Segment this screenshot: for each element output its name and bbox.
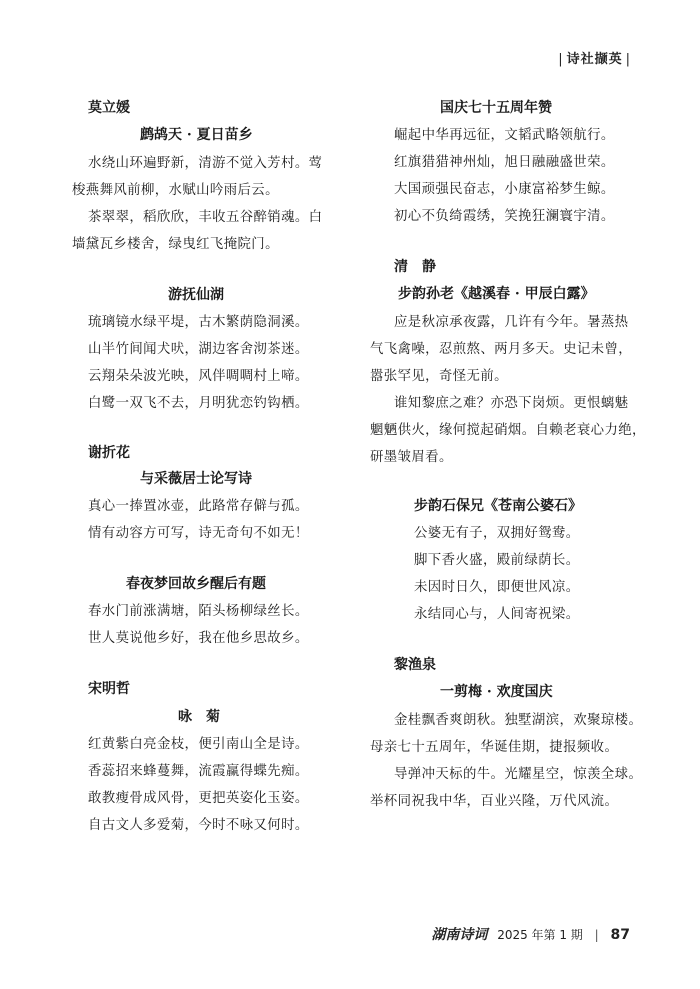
poem-line: 脚下香火盛，殿前绿荫长。 [414, 553, 580, 568]
poem-line: 自古文人多爱菊，今时不咏又何时。 [88, 818, 309, 833]
poem-line: 导弹冲天标的牛。光耀星空，惊羡全球。 [394, 767, 643, 782]
issue-label: 2025 年第 1 期 [497, 928, 583, 942]
poem-line: 琉璃镜水绿平堤，古木繁荫隐洞溪。 [88, 315, 309, 330]
section-title: 诗社撷英 [566, 52, 623, 67]
poem-line: 永结同心与，人间寄祝梁。 [414, 607, 580, 622]
poem-line: 大国顽强民奋志，小康富裕梦生鲸。 [394, 182, 615, 197]
poem-line: 梭燕舞风前柳，水赋山吟雨后云。 [72, 183, 279, 198]
poem-title: 春夜梦回故乡醒后有题 [126, 576, 266, 592]
page-footer: 湖南诗词 2025 年第 1 期 | 87 [431, 927, 630, 943]
poem-line: 情有动容方可写，诗无奇句不如无！ [88, 526, 309, 541]
author-name: 谢折花 [88, 445, 130, 461]
poem-line: 茶翠翠，稻欣欣，丰收五谷醉销魂。白 [88, 210, 323, 225]
poem-title: 鹧鸪天 · 夏日苗乡 [140, 127, 253, 143]
poem-line: 未因时日久，即便世风凉。 [414, 580, 580, 595]
poem-line: 气飞禽噪，忍煎熬、两月多天。史记未曾， [370, 342, 633, 357]
poem-line: 敢教瘦骨成风骨，更把英姿化玉姿。 [88, 791, 309, 806]
poem-title: 一剪梅 · 欢度国庆 [440, 684, 553, 700]
poem-title: 国庆七十五周年赞 [440, 100, 552, 116]
poem-title: 咏 菊 [178, 709, 220, 725]
poem-line: 红黄紫白亮金枝，便引南山全是诗。 [88, 737, 309, 752]
poem-title: 游抚仙湖 [168, 287, 224, 303]
magazine-logo: 湖南诗词 [431, 927, 488, 943]
poem-line: 谁知黎庶之难？亦恐下岗烦。更恨螭魅 [394, 396, 629, 411]
poem-line: 水绕山环遍野新，清游不觉入芳村。莺 [88, 156, 323, 171]
poem-line: 魍魉供火，缘何搅起硝烟。自赖老衰心力绝， [370, 423, 646, 438]
poem-line: 香蕊招来蜂蔓舞，流霞赢得蝶先痴。 [88, 764, 309, 779]
poem-line: 母亲七十五周年，华诞佳期，捷报频收。 [370, 740, 619, 755]
poem-title: 步韵石保兄《苍南公婆石》 [414, 498, 582, 514]
poem-line: 红旗猎猎神州灿，旭日融融盛世荣。 [394, 155, 615, 170]
poem-line: 真心一捧置冰壶，此路常存僻与孤。 [88, 499, 309, 514]
poem-line: 初心不负绮霞绣，笑挽狂澜寰宇清。 [394, 209, 615, 224]
poem-line: 公婆无有子，双拥好鸳鸯。 [414, 526, 580, 541]
poem-line: 金桂飘香爽朗秋。独墅湖滨，欢聚琼楼。 [394, 713, 643, 728]
author-name: 莫立媛 [88, 100, 130, 116]
poem-line: 崛起中华再远征，文韬武略领航行。 [394, 128, 615, 143]
poem-title: 步韵孙老《越溪春 · 甲辰白露》 [398, 286, 595, 302]
poem-line: 山半竹间闻犬吠，湖边客舍沏茶迷。 [88, 342, 309, 357]
poem-line: 嚣张罕见，奇怪无前。 [370, 369, 508, 384]
poem-line: 云翔朵朵波光映，风伴啁啁村上啼。 [88, 369, 309, 384]
author-name: 宋明哲 [88, 681, 130, 697]
poem-title: 与采薇居士论写诗 [140, 471, 252, 487]
author-name: 清 静 [394, 259, 436, 275]
poem-line: 白鹭一双飞不去，月明犹恋钓钩栖。 [88, 396, 309, 411]
poem-line: 应是秋凉承夜露，几许有今年。暑蒸热 [394, 315, 629, 330]
poem-line: 墙黛瓦乡楼舍，绿曳红飞掩院门。 [72, 237, 279, 252]
poem-line: 举杯同祝我中华，百业兴隆，万代风流。 [370, 794, 619, 809]
author-name: 黎渔泉 [394, 657, 436, 673]
poem-line: 研墨皱眉看。 [370, 450, 453, 465]
poem-line: 春水门前涨满塘，陌头杨柳绿丝长。 [88, 604, 309, 619]
header-section-tag: | 诗社撷英 | [558, 52, 631, 67]
poem-line: 世人莫说他乡好，我在他乡思故乡。 [88, 631, 309, 646]
page-number: 87 [610, 927, 630, 943]
